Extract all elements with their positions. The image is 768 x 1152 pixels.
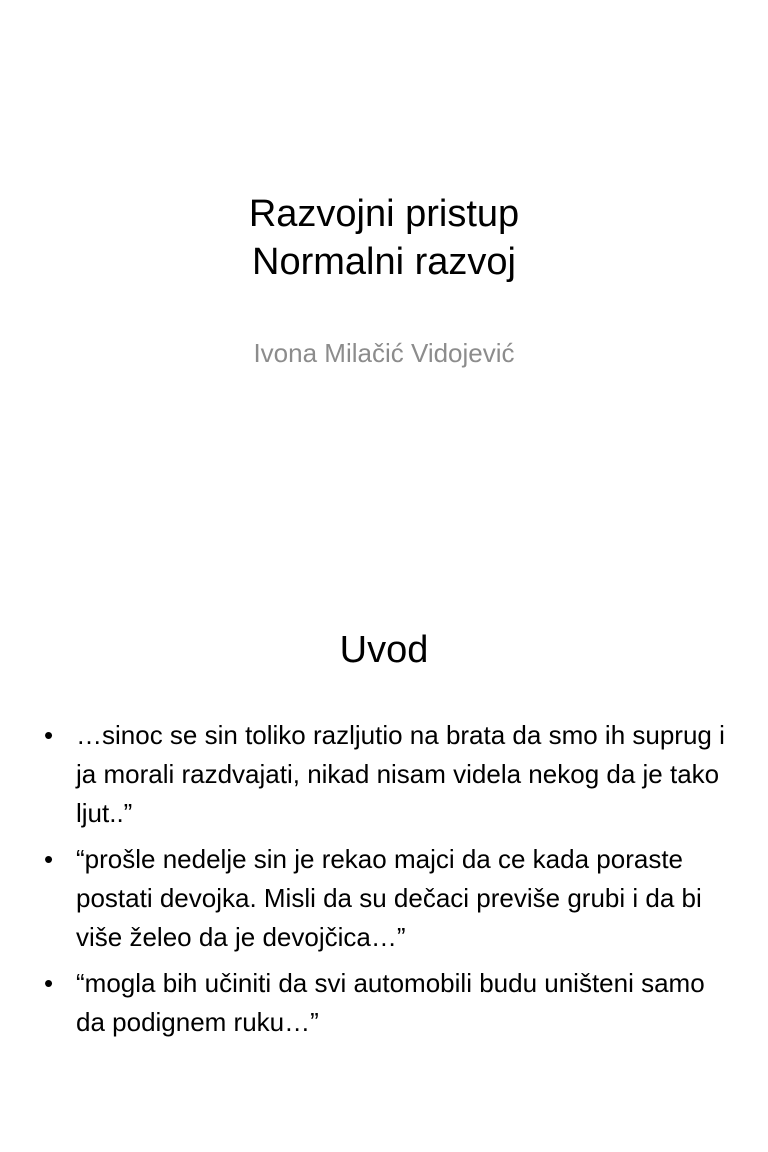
bullet-icon: • xyxy=(44,968,54,998)
bullet-icon: • xyxy=(44,844,54,874)
bullet-item xyxy=(40,840,740,957)
slide-title xyxy=(0,190,768,286)
intro-slide xyxy=(0,576,768,1152)
bullet-text: “mogla bih učiniti da svi automobili budu uništeni samo da podignem ruku…” xyxy=(76,968,705,1037)
slide-heading: Uvod xyxy=(339,629,429,671)
title-line-1: Razvojni pristup xyxy=(248,193,520,235)
bullet-item xyxy=(40,964,740,1042)
bullet-text: …sinoc se sin toliko razljutio na brata da smo ih suprug i ja morali razdvajati, nikad nisam videla nekog da je tako ljut..” xyxy=(76,720,725,828)
title-line-2: Normalni razvoj xyxy=(252,241,516,283)
author-subtitle: Ivona Milačić Vidojević xyxy=(253,338,515,368)
bullet-icon: • xyxy=(44,720,54,750)
bullet-item xyxy=(40,716,740,833)
bullet-text: “prošle nedelje sin je rekao majci da ce kada poraste postati devojka. Misli da su dečaci previše grubi i da bi više želeo da je devojčica…” xyxy=(76,844,702,952)
bullet-list xyxy=(40,716,740,1049)
